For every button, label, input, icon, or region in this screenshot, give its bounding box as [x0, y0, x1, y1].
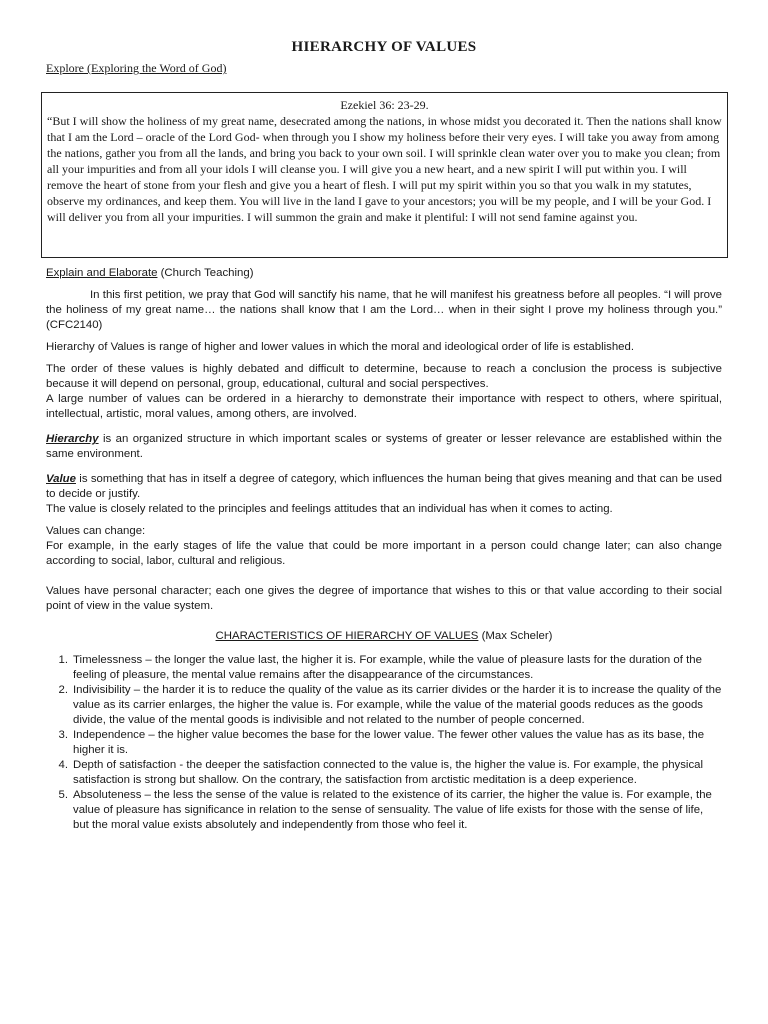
characteristics-list	[46, 653, 722, 833]
list-item-text: Absoluteness – the less the sense of the value is related to the existence of its carrier, the higher the value is. For example, the value of pleasure has significance in relation to the sense of sensuality. The value of life exists for those with the sense of life, but the moral value exists absolutely and independently from those who feel it.	[73, 789, 712, 831]
list-item-text: Indivisibility – the harder it is to reduce the quality of the value as its carrier divides or the harder it is to increase the quality of the value as its carrier enlarges, the higher the value is. For example, while the value of the material goods reduces as the goods divide, the value of the mental goods is indivisible and not related to the number of people concerned.	[73, 684, 722, 726]
characteristics-heading-rest: (Max Scheler)	[478, 630, 553, 642]
explore-heading: Explore (Exploring the Word of God)	[46, 61, 227, 75]
list-item-text: Independence – the higher value becomes the base for the lower value. The fewer other values the value has as its base, the higher it is.	[73, 729, 705, 756]
list-item-text: Timelessness – the longer the value last, the higher it is. For example, while the value of pleasure lasts for the duration of the feeling of pleasure, the mental value remains after the disappearance of the circumstances.	[73, 654, 702, 681]
list-item-text: Depth of satisfaction - the deeper the satisfaction connected to the value is, the higher the value is. For example, the physical satisfaction is strong but shallow. On the contrary, the satisfaction from arctistic meditation is a deep experience.	[73, 759, 704, 786]
list-item	[46, 758, 722, 788]
explain-heading	[46, 266, 722, 281]
list-item-number: 5.	[58, 789, 68, 801]
order-paragraph: The order of these values is highly debated and difficult to determine, because to reach a conclusion the process is subjective because it will depend on personal, group, educational, cultural and social perspectives.	[46, 363, 722, 390]
hierarchy-term: Hierarchy	[46, 433, 99, 445]
scripture-box	[41, 92, 728, 258]
scripture-text: “But I will show the holiness of my great name, desecrated among the nations, in whose midst you decorated it. Then the nations shall know that I am the Lord – oracle of the Lord God- when through you I show my holiness before their very eyes. I will take you away from among the nations, gather you from all the lands, and bring you back to your own soil. I will sprinkle clean water over you to make you clean; from all your impurities and from all your idols I will cleanse you. I will give you a new heart, and a new spirit I will put within you. I will remove the heart of stone from your flesh and give you a heart of flesh. I will put my spirit within you so that you walk in my statutes, observe my ordinances, and keep them. You will live in the land I gave to your ancestors; you will be my people, and I will be your God. I will deliver you from all your impurities. I will summon the grain and make it plentiful: I will not send famine against you.	[47, 114, 722, 224]
characteristics-heading-underlined: CHARACTERISTICS OF HIERARCHY OF VALUES	[215, 630, 479, 642]
personal-character-paragraph: Values have personal character; each one gives the degree of importance that wishes to this or that value according to their social point of view in the value system.	[46, 585, 722, 612]
list-item	[46, 728, 722, 758]
values-change-heading: Values can change:	[46, 525, 146, 537]
list-item-number: 3.	[58, 729, 68, 741]
value-definition: is something that has in itself a degree of category, which influences the human being that gives meaning and that can be used to decide or justify.	[46, 473, 722, 500]
list-item-number: 2.	[58, 684, 68, 696]
hierarchy-definition: is an organized structure in which important scales or systems of greater or lesser relevance are established within the same environment.	[46, 433, 722, 460]
list-item	[46, 653, 722, 683]
list-item	[46, 788, 722, 833]
definition-paragraph: Hierarchy of Values is range of higher and lower values in which the moral and ideological order of life is established.	[46, 341, 634, 353]
large-number-paragraph: A large number of values can be ordered in a hierarchy to demonstrate their importance with respect to others, where spiritual, intellectual, artistic, moral values, among others, are involved.	[46, 393, 722, 420]
value-related-paragraph: The value is closely related to the principles and feelings attitudes that an individual has when it comes to acting.	[46, 503, 613, 515]
explain-heading-rest: (Church Teaching)	[157, 267, 254, 279]
list-item	[46, 683, 722, 728]
value-term: Value	[46, 473, 76, 485]
explain-heading-underlined: Explain and Elaborate	[46, 267, 158, 279]
characteristics-heading	[46, 629, 722, 644]
petition-paragraph: In this first petition, we pray that God will sanctify his name, that he will manifest his greatness before all peoples. “I will prove the holiness of my great name… the nations shall know that I am the Lord… when in their sight I prove my holiness through you.” (CFC2140)	[46, 289, 722, 331]
main-content	[46, 266, 722, 833]
page-title: HIERARCHY OF VALUES	[291, 39, 477, 55]
scripture-reference: Ezekiel 36: 23-29.	[340, 98, 429, 112]
values-change-text: For example, in the early stages of life the value that could be more important in a person could change later; can also change according to social, labor, cultural and religious.	[46, 540, 722, 567]
value-definition-paragraph	[46, 472, 722, 502]
list-item-number: 4.	[58, 759, 68, 771]
hierarchy-definition-paragraph	[46, 432, 722, 462]
list-item-number: 1.	[58, 654, 68, 666]
